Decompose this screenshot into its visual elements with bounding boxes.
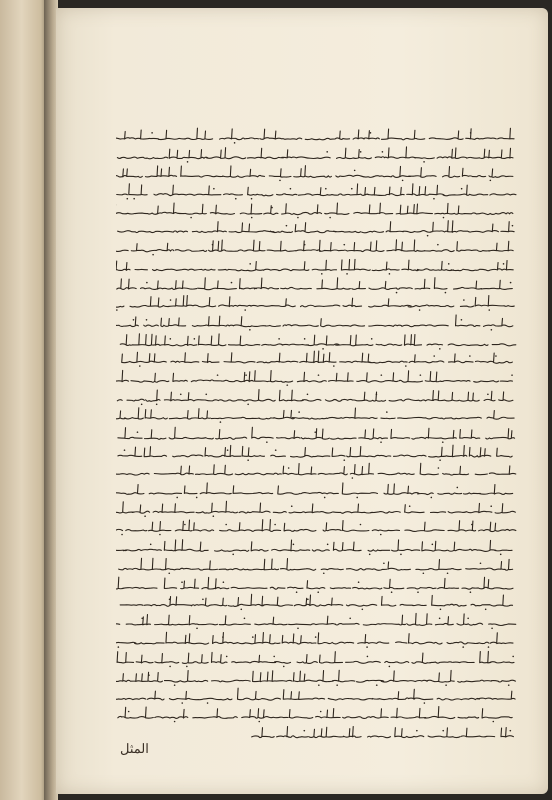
manuscript-line [116,388,518,407]
manuscript-line [116,163,518,182]
manuscript-page [56,8,548,794]
manuscript-line [116,313,518,332]
manuscript-line [116,556,518,575]
manuscript-line [116,687,518,706]
manuscript-line [116,145,518,164]
manuscript-line [116,294,518,313]
manuscript-line [116,593,518,612]
manuscript-line [116,444,518,463]
manuscript-line [116,612,518,631]
manuscript-line [116,649,518,668]
manuscript-line [116,575,518,594]
manuscript-line [116,257,518,276]
manuscript-line [116,276,518,295]
manuscript-line [116,462,518,481]
manuscript-line [116,537,518,556]
manuscript-line [116,126,518,145]
manuscript-line [116,332,518,351]
catchword: المثل [120,742,149,757]
manuscript-line [116,518,518,537]
manuscript-line [116,631,518,650]
manuscript-line [116,705,518,724]
manuscript-line [116,238,518,257]
manuscript-line [116,425,518,444]
manuscript-text-block [116,126,518,743]
manuscript-line [116,369,518,388]
manuscript-line [116,406,518,425]
left-page-edge [0,0,48,800]
manuscript-line [116,182,518,201]
manuscript-line [116,500,518,519]
manuscript-line [116,219,518,238]
manuscript-line [116,481,518,500]
manuscript-line [116,201,518,220]
manuscript-line [116,350,518,369]
manuscript-line [116,668,518,687]
manuscript-line [116,724,518,743]
